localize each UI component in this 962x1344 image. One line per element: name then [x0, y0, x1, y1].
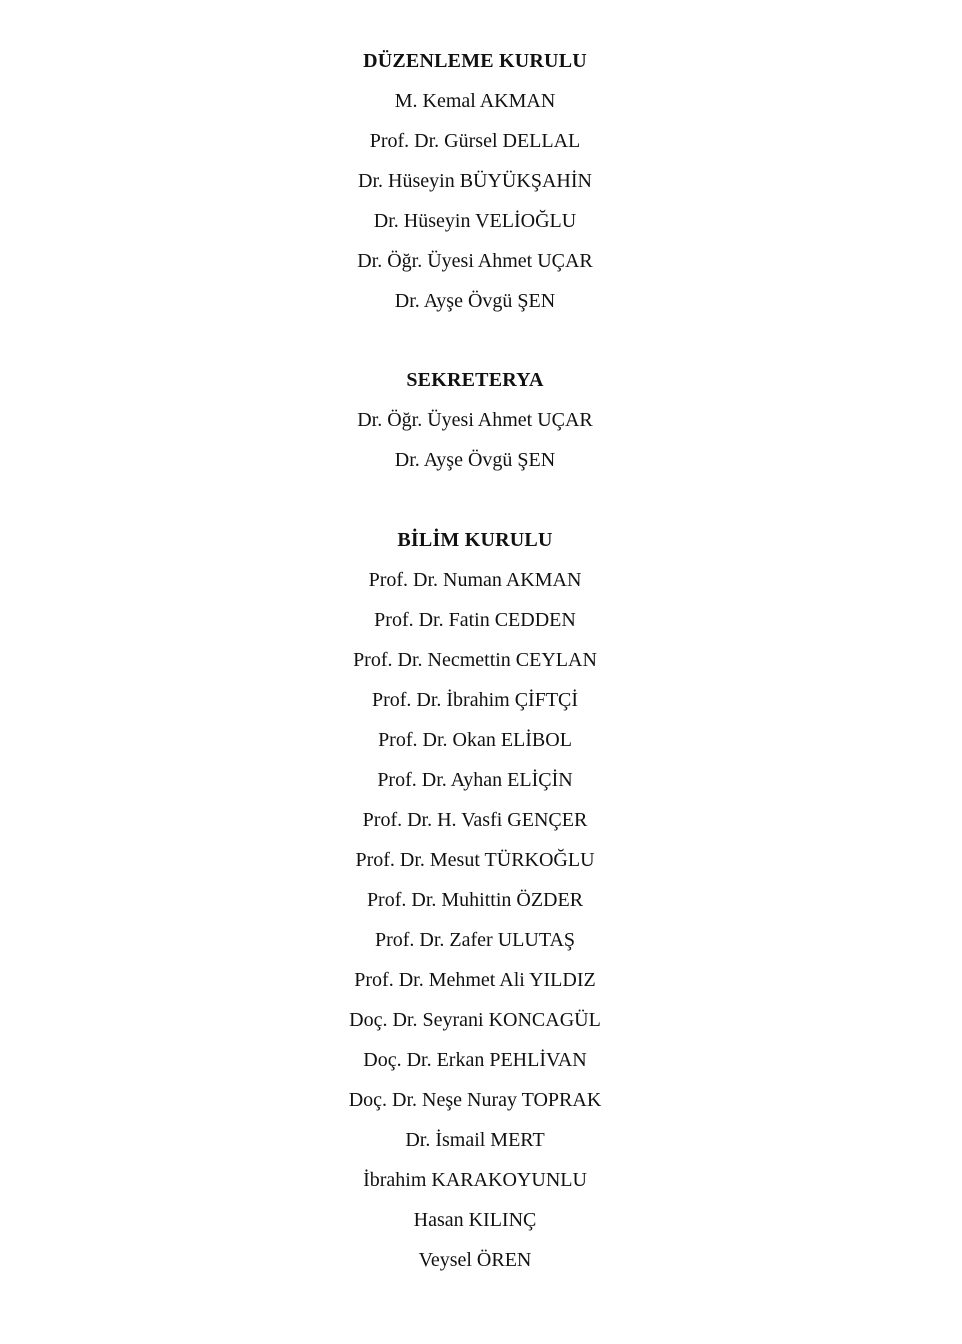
- section-heading: BİLİM KURULU: [397, 529, 553, 551]
- member-name: Doç. Dr. Seyrani KONCAGÜL: [349, 1009, 601, 1031]
- member-name: Prof. Dr. Fatin CEDDEN: [374, 609, 576, 631]
- member-name: Doç. Dr. Erkan PEHLİVAN: [363, 1049, 587, 1071]
- member-name: Prof. Dr. Necmettin CEYLAN: [353, 649, 597, 671]
- member-name: Prof. Dr. Muhittin ÖZDER: [366, 889, 584, 911]
- member-name: Dr. İsmail MERT: [405, 1129, 545, 1151]
- scientific-committee-section: [0, 520, 950, 1280]
- organizing-committee-section: [0, 41, 950, 321]
- member-name: Prof. Dr. H. Vasfi GENÇER: [362, 809, 588, 831]
- member-name: Dr. Öğr. Üyesi Ahmet UÇAR: [357, 250, 593, 272]
- secretariat-section: [0, 360, 950, 480]
- member-name: Dr. Hüseyin VELİOĞLU: [373, 210, 577, 232]
- member-name: M. Kemal AKMAN: [394, 90, 556, 112]
- member-name: Prof. Dr. Okan ELİBOL: [378, 729, 572, 751]
- member-name: Hasan KILINÇ: [413, 1209, 537, 1231]
- member-name: Veysel ÖREN: [418, 1249, 532, 1271]
- member-name: Prof. Dr. Gürsel DELLAL: [369, 130, 581, 152]
- member-name: Prof. Dr. Mesut TÜRKOĞLU: [355, 849, 595, 871]
- member-name: Prof. Dr. Zafer ULUTAŞ: [374, 929, 576, 951]
- member-name: Dr. Öğr. Üyesi Ahmet UÇAR: [357, 409, 593, 431]
- member-name: Prof. Dr. Mehmet Ali YILDIZ: [354, 969, 596, 991]
- member-name: Dr. Ayşe Övgü ŞEN: [394, 290, 556, 312]
- section-heading: SEKRETERYA: [406, 369, 544, 391]
- member-name: Prof. Dr. İbrahim ÇİFTÇİ: [371, 689, 579, 711]
- member-name: Doç. Dr. Neşe Nuray TOPRAK: [348, 1089, 602, 1111]
- member-name: Dr. Hüseyin BÜYÜKŞAHİN: [358, 170, 592, 192]
- member-name: Dr. Ayşe Övgü ŞEN: [394, 449, 556, 471]
- section-heading: DÜZENLEME KURULU: [363, 50, 587, 72]
- member-name: Prof. Dr. Numan AKMAN: [368, 569, 582, 591]
- member-name: Prof. Dr. Ayhan ELİÇİN: [377, 769, 573, 791]
- member-name: İbrahim KARAKOYUNLU: [363, 1169, 587, 1191]
